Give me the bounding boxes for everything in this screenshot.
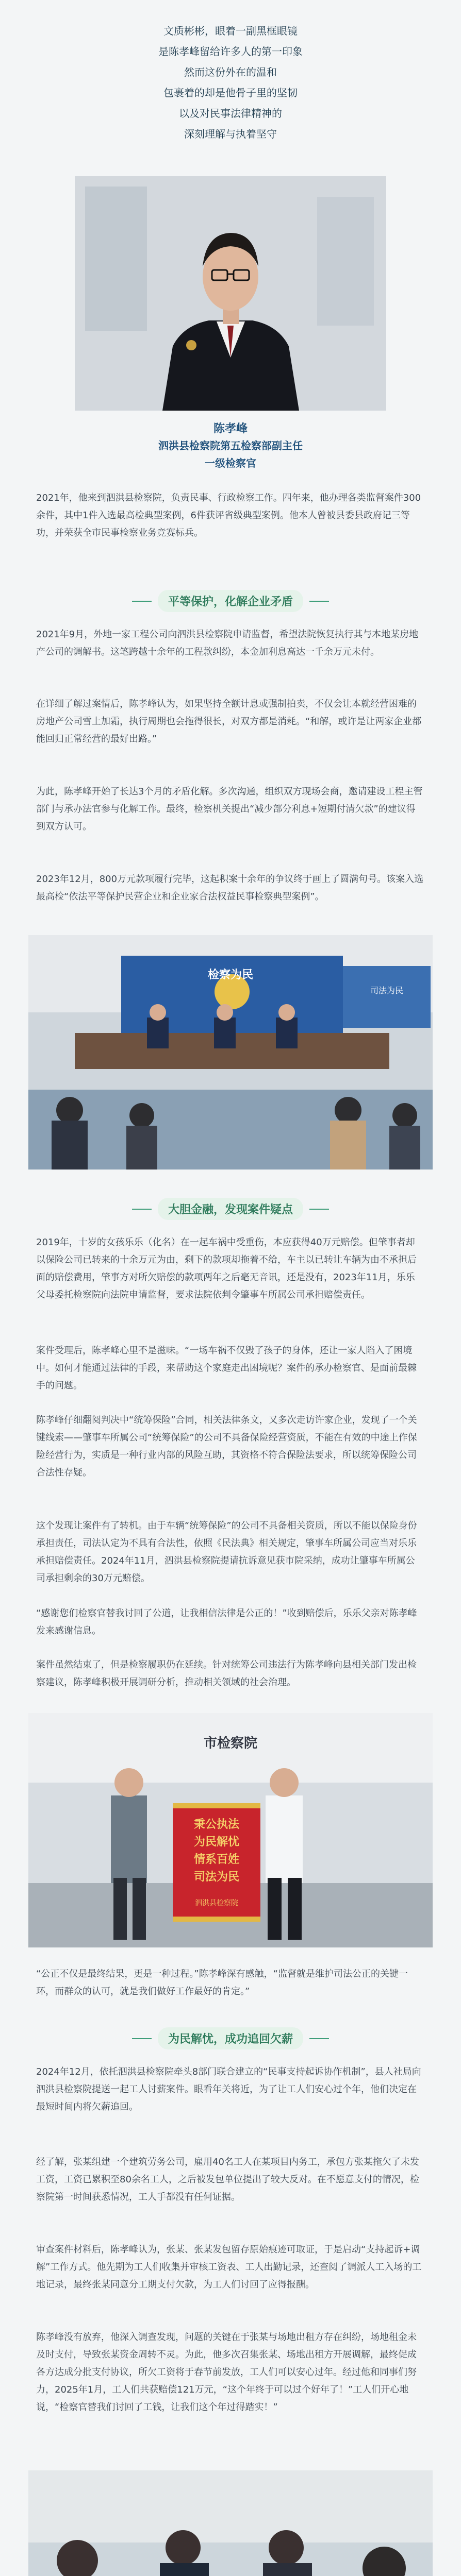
poem-line: 然而这份外在的温和 xyxy=(184,66,277,78)
poem-line: 以及对民事法律精神的 xyxy=(179,107,282,120)
banner-line: 司法为民 xyxy=(193,1871,239,1884)
poem-line: 是陈孝峰留给许多人的第一印象 xyxy=(158,45,303,58)
section3-paragraph-2: 经了解，张某组建一个建筑劳务公司，雇用40名工人在某项目内务工，承包方张某拖欠了未发工资，工资已累积至80余名工人，之后被发包单位提出了较大反对。在不愿意支付的情况，检察院第一时间获悉情况，工人手都没有任何证据。 xyxy=(36,2157,419,2202)
cash-illustration xyxy=(28,2470,433,2576)
section-heading-text: 平等保护，化解企业矛盾 xyxy=(158,590,303,612)
section-heading-text: 为民解忧，成功追回欠薪 xyxy=(158,2027,303,2049)
banner-text xyxy=(178,1816,255,1886)
section3-paragraph-3: 审查案件材料后，陈孝峰认为，张某、张某发包留存原始痕迹可取证，于是启动“支持起诉+调解”工作方式。他先期为工人们收集并审核工资表、工人出勤记录，还查阅了调派人工入场的工地记录，最终张某同意分工期支付欠款，为工人们讨回了应得报酬。 xyxy=(36,2244,422,2290)
banner-footer: 泗洪县检察院 xyxy=(195,1899,238,1907)
meeting-photo xyxy=(28,935,433,1170)
section3-paragraph-4: 陈孝峰没有放弃，他深入调查发现，问题的关键在于张某与场地出租方存在纠纷，场地租金未及时支付，导致张某资金周转不灵。为此，他多次召集张某、场地出租方开展调解，最终促成各方达成分批支付协议，所欠工资将于春节前发放，工人们可以安心过年。经过他和同事们努力，2025年1月，工人们共获赔偿121万元，“这个年终于可以过个好年了！”工人们开心地说，“检察官替我们讨回了工钱，让我们这个年过得踏实！” xyxy=(36,2332,417,2413)
section2-paragraph-2: 案件受理后，陈孝峰心里不是滋味。“一场车祸不仅毁了孩子的身体，还让一家人陷入了困境中。如何才能通过法律的手段，来帮助这个家庭走出困境呢？案件的承办检察官、是面前最棘手的问题。 xyxy=(36,1345,417,1391)
section3-paragraph-1: 2024年12月，依托泗洪县检察院牵头8部门联合建立的“民事支持起诉协作机制”，县人社局向泗洪县检察院提送一起工人讨薪案件。眼看年关将近，为了让工人们安心过个年，他们决定在最短时间内将欠薪追回。 xyxy=(36,2066,421,2112)
portrait-photo xyxy=(75,176,386,411)
portrait-rank: 一级检察官 xyxy=(205,457,256,469)
poem-line: 包裹着的却是他骨子里的坚韧 xyxy=(163,87,298,99)
section1-paragraph-3: 为此，陈孝峰开始了长达3个月的矛盾化解。多次沟通，组织双方现场会商，邀请建设工程主管部门与承办法官参与化解工作。最终，检察机关提出“减少部分利息+短期付清欠款”的建议得到双方认可。 xyxy=(36,786,423,832)
banner-line: 秉公执法 xyxy=(193,1818,239,1831)
portrait-illustration xyxy=(75,176,386,411)
banner-photo xyxy=(28,1713,433,1947)
meeting-sign-text: 检察为民 xyxy=(207,969,253,981)
section-heading-3 xyxy=(0,2027,461,2049)
section2-paragraph-4: 这个发现让案件有了转机。由于车辆“统筹保险”的公司不具备相关资质，所以不能以保险身份承担责任，司法认定为不具有合法性，依照《民法典》相关规定，肇事车所属公司应当对乐乐承担赔偿责任。2024年11月，泗洪县检察院提请抗诉意见获市院采纳，成功让肇事车所属公司承担剩余的30万元赔偿。 xyxy=(36,1520,417,1584)
banner-line: 情系百姓 xyxy=(193,1853,239,1866)
banner-line: 为民解忧 xyxy=(193,1836,239,1849)
portrait-name: 陈孝峰 xyxy=(213,422,248,435)
section1-paragraph-2: 在详细了解过案情后，陈孝峰认为，如果坚持全额计息或强制拍卖，不仅会让本就经营困难的房地产公司雪上加霜，执行周期也会拖得很长，对双方都是消耗。“和解，或许是让两家企业都能回归正常经营的最好出路。” xyxy=(36,699,422,744)
intro-paragraph: 2021年，他来到泗洪县检察院，负责民事、行政检察工作。四年来，他办理各类监督案件300余件，其中1件入选最高检典型案例，6件获评省级典型案例。他本人曾被县委县政府记三等功，并荣获全市民事检察业务竞赛标兵。 xyxy=(36,493,421,538)
poem-line: 文质彬彬，眼着一副黑框眼镜 xyxy=(163,25,298,37)
section1-paragraph-1: 2021年9月，外地一家工程公司向泗洪县检察院申请监督，希望法院恢复执行其与本地某房地产公司的调解书。这笔跨越十余年的工程款纠纷，本金加利息高达一千余万元未付。 xyxy=(36,629,419,657)
cash-photo xyxy=(28,2470,433,2576)
section1-paragraph-4: 2023年12月，800万元款项履行完毕，这起积案十余年的争议终于画上了圆满句号。该案入选最高检“依法平等保护民营企业和企业家合法权益民事检察典型案例”。 xyxy=(36,874,424,902)
section2-paragraph-5: “感谢您们检察官替我讨回了公道，让我相信法律是公正的！”收到赔偿后，乐乐父亲对陈孝峰发来感谢信息。 xyxy=(36,1608,417,1636)
section-heading-text: 大胆金融，发现案件疑点 xyxy=(158,1198,303,1220)
section-heading-2 xyxy=(0,1198,461,1220)
section2-paragraph-1: 2019年，十岁的女孩乐乐（化名）在一起车祸中受重伤，本应获得40万元赔偿。但肇事者却以保险公司已转来的十余万元为由，剩下的款项却拖着不给，车主以已转让车辆为由不承担后面的赔偿费用，肇事方对所欠赔偿的款项两年之后毫无音讯，还是没有，2023年11月，乐乐父母委托检察院向法院申请监督，要求法院依判令肇事车所属公司承担赔偿责任。 xyxy=(36,1237,417,1300)
section2-paragraph-3: 陈孝峰仔细翻阅判决中“统筹保险”合同，相关法律条文，又多次走访许家企业，发现了一个关键线索——肇事车所属公司“统筹保险”的公司不具备保险经营资质，不能在有效的中途上作保险经营行为，实质是一种行业内部的风险互助，其资格不符合保险法要求，所以统筹保险公司合法性存疑。 xyxy=(36,1415,417,1478)
section2-paragraph-6: 案件虽然结束了，但是检察履职仍在延续。针对统筹公司违法行为陈孝峰向县相关部门发出检察建议，陈孝峰积极开展调研分析，推动相关领域的社会治理。 xyxy=(36,1659,417,1688)
meeting-screen-text: 司法为民 xyxy=(370,986,403,995)
section-heading-1 xyxy=(0,590,461,612)
portrait-title: 泗洪县检察院第五检察部副主任 xyxy=(158,439,303,452)
poem-line: 深刻理解与执着坚守 xyxy=(184,128,277,140)
wall-sign-text: 市检察院 xyxy=(203,1736,257,1751)
after-photo2-paragraph: “公正不仅是最终结果，更是一种过程。”陈孝峰深有感触，“监督就是维护司法公正的关键一环，而群众的认可，就是我们做好工作最好的肯定。” xyxy=(36,1969,408,1997)
